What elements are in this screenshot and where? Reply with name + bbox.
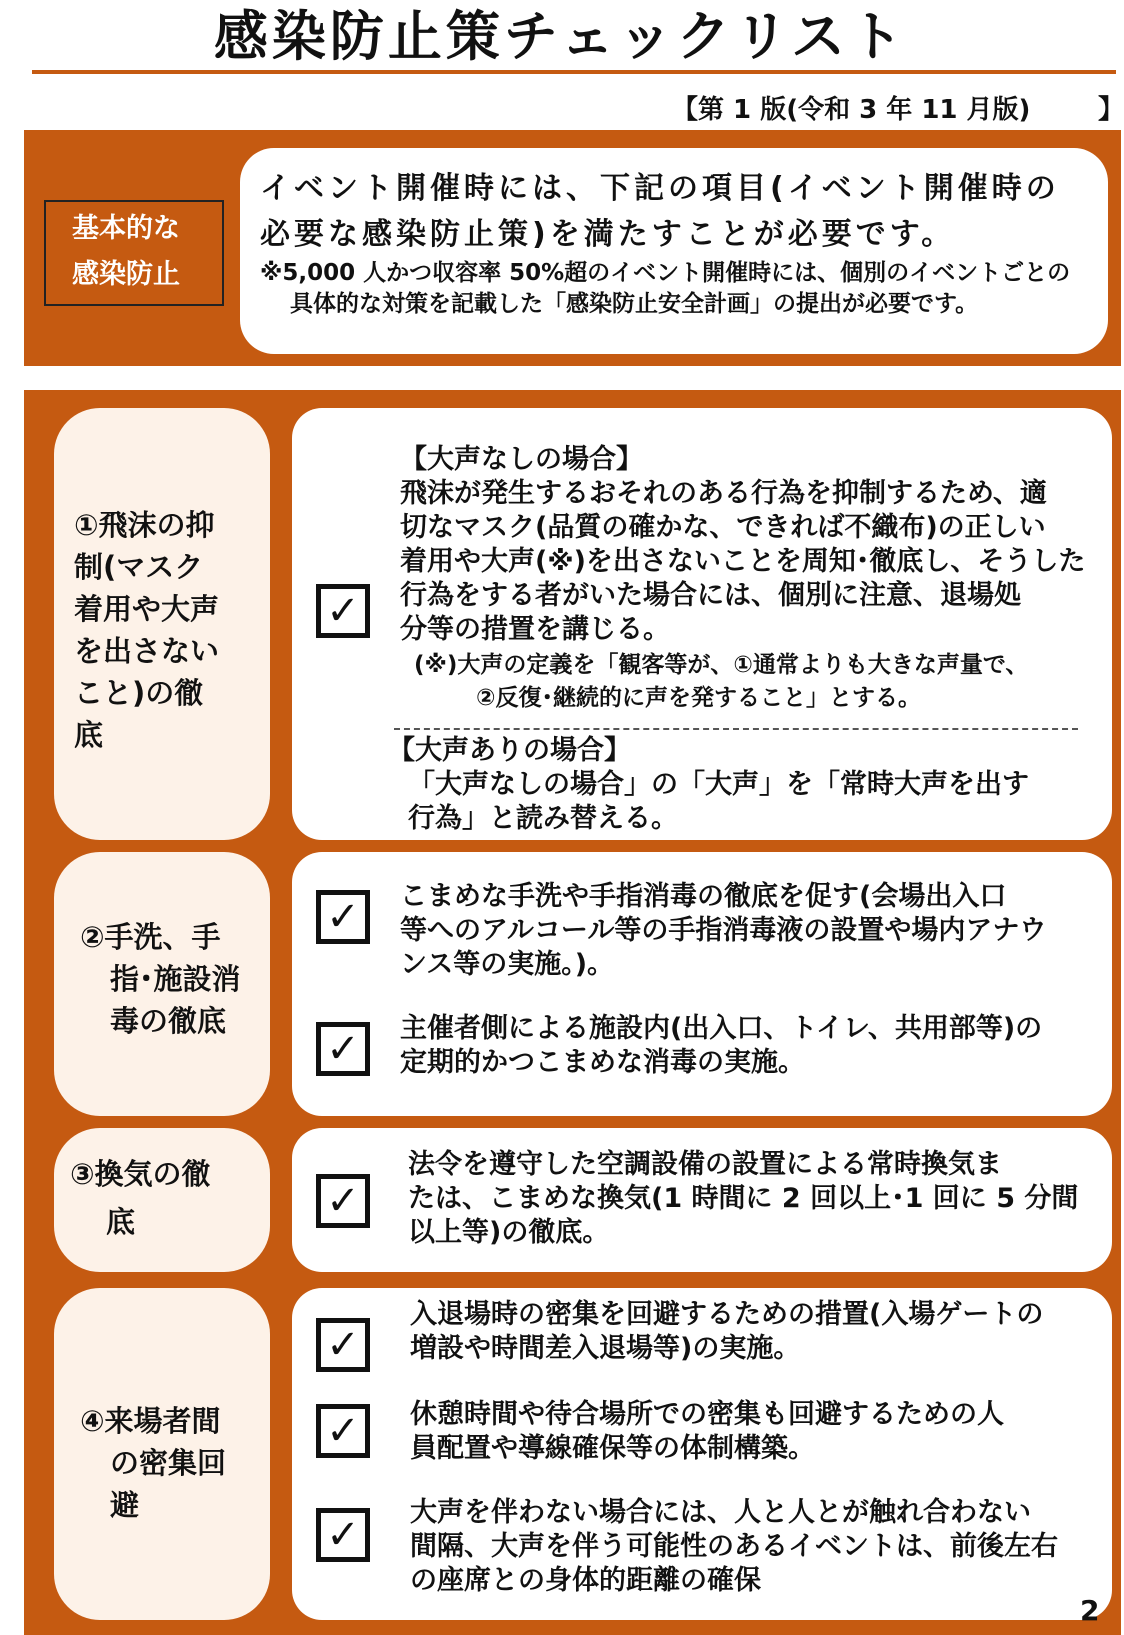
item-text-line: の座席との身体的距離の確保 bbox=[410, 1565, 761, 1596]
category-line: 底 bbox=[106, 1205, 136, 1239]
category-line: こと)の徹 bbox=[74, 676, 204, 710]
checkbox-hand-hygiene[interactable]: ✓ bbox=[316, 890, 370, 944]
item-text-line: 大声を伴わない場合には、人と人とが触れ合わない bbox=[410, 1497, 1031, 1528]
loud-voice-definition-note: (※)大声の定義を「観客等が、①通常よりも大きな声量で、 bbox=[414, 652, 1029, 678]
item-text-line: こまめな手洗や手指消毒の徹底を促す(会場出入口 bbox=[400, 881, 1007, 912]
item-text-line: 行為をする者がいた場合には、個別に注意、退場処 bbox=[400, 580, 1021, 611]
category-line: 着用や大声 bbox=[74, 592, 220, 626]
item-text-line: 間隔、大声を伴う可能性のあるイベントは、前後左右 bbox=[410, 1531, 1058, 1562]
item-text-line: 定期的かつこまめな消毒の実施。 bbox=[400, 1047, 805, 1078]
category-droplet-suppression bbox=[54, 408, 270, 840]
edition-text: 【第 1 版(令和 3 年 11 月版) bbox=[672, 95, 1031, 125]
category-hand-disinfection bbox=[54, 852, 270, 1116]
basic-label-line2: 感染防止 bbox=[72, 259, 180, 290]
item-text-line: 等へのアルコール等の手指消毒液の設置や場内アナウ bbox=[400, 915, 1047, 946]
item-text-line: 「大声なしの場合」の「大声」を「常時大声を出す bbox=[408, 769, 1029, 800]
loud-voice-definition-note: ②反復･継続的に声を発すること」とする。 bbox=[476, 685, 921, 711]
category-line: の密集回 bbox=[110, 1446, 227, 1480]
category-line: 底 bbox=[74, 718, 104, 752]
category-line: ③換気の徹 bbox=[70, 1157, 211, 1191]
category-line: を出さない bbox=[74, 634, 220, 668]
checkbox-physical-distancing[interactable]: ✓ bbox=[316, 1508, 370, 1562]
basic-label bbox=[44, 200, 224, 306]
item-text-line: 行為」と読み替える。 bbox=[408, 803, 678, 834]
item-text-line: 法令を遵守した空調設備の設置による常時換気ま bbox=[408, 1149, 1002, 1180]
title-divider bbox=[32, 70, 1116, 74]
category-line: 指･施設消 bbox=[110, 962, 241, 996]
dashed-divider bbox=[394, 728, 1078, 730]
item-text-line: 休憩時間や待合場所での密集も回避するための人 bbox=[410, 1399, 1004, 1430]
category-line: ④来場者間 bbox=[80, 1404, 221, 1438]
item-text-line: たは、こまめな換気(1 時間に 2 回以上･1 回に 5 分間 bbox=[408, 1183, 1079, 1214]
basic-note-line2: 具体的な対策を記載した「感染防止安全計画」の提出が必要です。 bbox=[290, 291, 979, 317]
item-text-line: 着用や大声(※)を出さないことを周知･徹底し、そうした bbox=[400, 546, 1086, 577]
checkbox-facility-disinfection[interactable]: ✓ bbox=[316, 1022, 370, 1076]
basic-label-line1: 基本的な bbox=[72, 213, 180, 244]
item-text-line: 以上等)の徹底。 bbox=[408, 1217, 610, 1248]
basic-main-line1: イベント開催時には、下記の項目(イベント開催時の bbox=[260, 171, 1060, 206]
checkbox-droplet-suppression[interactable]: ✓ bbox=[316, 584, 370, 638]
category-line: 毒の徹底 bbox=[110, 1004, 227, 1038]
page-number: 2 bbox=[1080, 1594, 1100, 1627]
item-text-line: ンス等の実施。)。 bbox=[400, 949, 615, 980]
item-text-line: 飛沫が発生するおそれのある行為を抑制するため、適 bbox=[400, 478, 1047, 509]
checkbox-ventilation[interactable]: ✓ bbox=[316, 1174, 370, 1228]
edition-bracket: 】 bbox=[1098, 95, 1124, 125]
category-line: ②手洗、手 bbox=[80, 920, 221, 954]
item-text-line: 分等の措置を講じる。 bbox=[400, 614, 670, 645]
category-line: 避 bbox=[110, 1488, 140, 1522]
checkbox-entry-exit-crowding[interactable]: ✓ bbox=[316, 1318, 370, 1372]
item-text-line: 入退場時の密集を回避するための措置(入場ゲートの bbox=[410, 1299, 1044, 1330]
edition-line bbox=[0, 90, 1124, 130]
item-text-line: 主催者側による施設内(出入口、トイレ、共用部等)の bbox=[400, 1013, 1043, 1044]
no-loud-voice-heading: 【大声なしの場合】 bbox=[400, 444, 643, 475]
checkbox-break-area-crowding[interactable]: ✓ bbox=[316, 1404, 370, 1458]
page-title: 感染防止策チェックリスト bbox=[213, 5, 908, 68]
category-ventilation bbox=[54, 1128, 270, 1272]
category-line: ①飛沫の抑 bbox=[74, 508, 215, 542]
basic-note-line1: ※5,000 人かつ収容率 50%超のイベント開催時には、個別のイベントごとの bbox=[260, 260, 1071, 286]
basic-main-line2: 必要な感染防止策)を満たすことが必要です。 bbox=[260, 217, 956, 252]
item-text-line: 員配置や導線確保等の体制構築。 bbox=[410, 1433, 815, 1464]
loud-voice-heading: 【大声ありの場合】 bbox=[388, 735, 631, 766]
category-crowd-avoidance bbox=[54, 1288, 270, 1620]
category-line: 制(マスク bbox=[74, 550, 204, 584]
basic-description-box bbox=[240, 148, 1108, 354]
item-text-line: 増設や時間差入退場等)の実施。 bbox=[410, 1333, 801, 1364]
item-text-line: 切なマスク(品質の確かな、できれば不織布)の正しい bbox=[400, 512, 1046, 543]
